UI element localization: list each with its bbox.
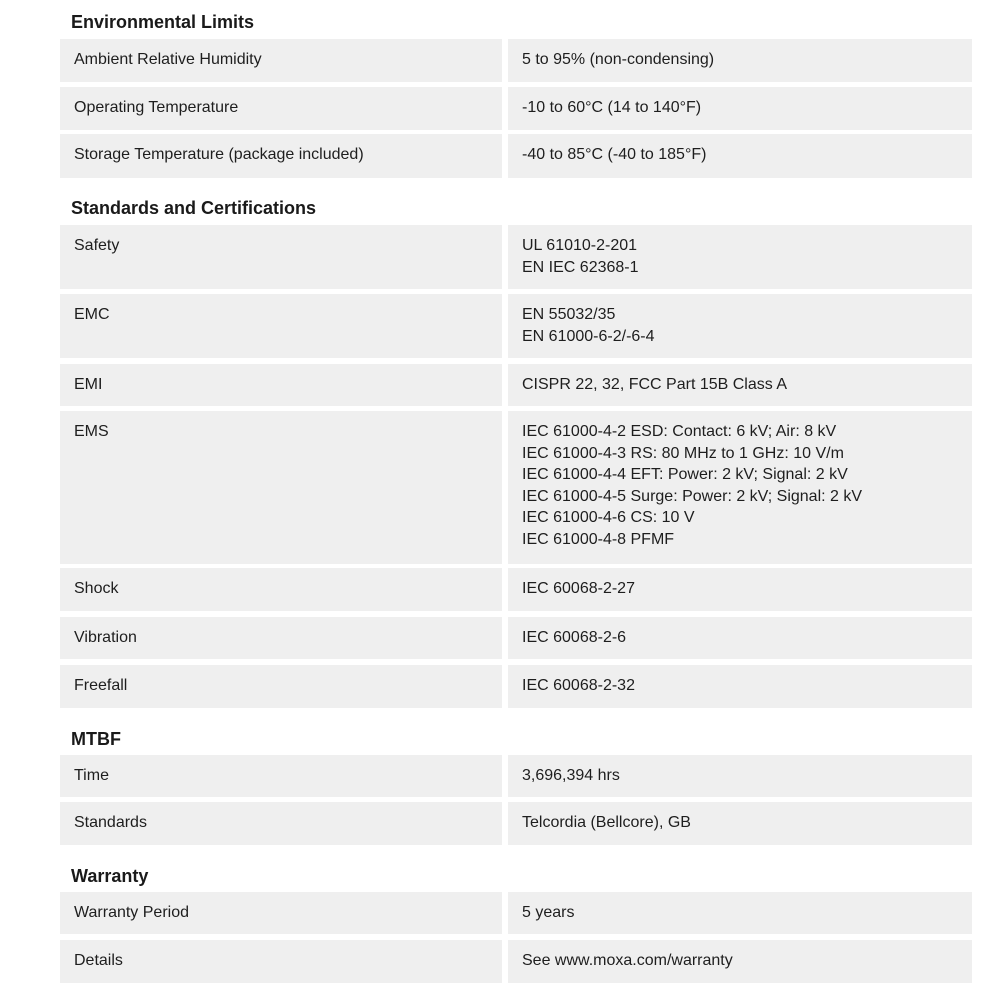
spec-value-line: EN IEC 62368-1 <box>522 258 639 276</box>
spec-label-text: Freefall <box>74 677 128 694</box>
spec-value-line: Telcordia (Bellcore), GB <box>522 814 691 831</box>
spec-value-line: EN 55032/35 <box>522 306 616 323</box>
spec-value-line: 5 to 95% (non-condensing) <box>522 51 715 68</box>
spec-label-text: Operating Temperature <box>74 99 239 116</box>
spec-value-line: EN 61000-6-2/-6-4 <box>522 327 655 345</box>
spec-value-line: -40 to 85°C (-40 to 185°F) <box>522 146 707 163</box>
spec-label-ambient-relative-humidity <box>60 39 502 82</box>
spec-label-safety <box>60 225 502 289</box>
spec-label-vibration <box>60 617 502 659</box>
spec-value-line: UL 61010-2-201 <box>522 237 638 254</box>
spec-label-emc <box>60 294 502 358</box>
spec-value-line: 5 years <box>522 904 575 921</box>
spec-label-emi <box>60 364 502 406</box>
spec-value-line: IEC 61000-4-8 PFMF <box>522 530 675 548</box>
spec-value-ambient-relative-humidity <box>508 39 972 82</box>
spec-value-warranty-period <box>508 892 972 934</box>
spec-label-freefall <box>60 665 502 708</box>
section-title-mtbf: MTBF <box>71 729 121 749</box>
spec-value-line: IEC 60068-2-32 <box>522 677 635 694</box>
spec-value-operating-temperature <box>508 87 972 130</box>
spec-label-operating-temperature <box>60 87 502 130</box>
spec-value-ems <box>508 411 972 564</box>
spec-value-freefall <box>508 665 972 708</box>
section-title-standards-and-certifications: Standards and Certifications <box>71 198 317 218</box>
spec-label-standards <box>60 802 502 845</box>
spec-value-emc <box>508 294 972 358</box>
spec-label-time <box>60 755 502 797</box>
spec-value-line: IEC 61000-4-2 ESD: Contact: 6 kV; Air: 8 kV <box>522 423 837 440</box>
spec-label-text: Details <box>74 952 123 969</box>
spec-label-text: Ambient Relative Humidity <box>74 51 262 68</box>
spec-label-text: Storage Temperature (package included) <box>74 146 364 163</box>
spec-label-text: Shock <box>74 580 119 597</box>
spec-label-ems <box>60 411 502 564</box>
spec-value-line: See www.moxa.com/warranty <box>522 952 733 969</box>
spec-value-line: IEC 60068-2-6 <box>522 629 627 646</box>
spec-value-line: IEC 61000-4-3 RS: 80 MHz to 1 GHz: 10 V/m <box>522 444 844 462</box>
spec-value-line: IEC 60068-2-27 <box>522 580 635 597</box>
spec-value-time <box>508 755 972 797</box>
spec-value-line: CISPR 22, 32, FCC Part 15B Class A <box>522 376 787 393</box>
spec-value-details <box>508 940 972 983</box>
spec-label-text: EMS <box>74 423 109 440</box>
spec-label-warranty-period <box>60 892 502 934</box>
spec-value-line: -10 to 60°C (14 to 140°F) <box>522 99 702 116</box>
spec-label-text: Standards <box>74 814 147 831</box>
section-title-environmental-limits: Environmental Limits <box>71 12 255 32</box>
spec-label-text: Time <box>74 767 109 784</box>
spec-value-line: IEC 61000-4-4 EFT: Power: 2 kV; Signal: 2 kV <box>522 466 848 484</box>
spec-value-shock <box>508 568 972 611</box>
spec-value-emi <box>508 364 972 406</box>
spec-label-storage-temperature <box>60 134 502 178</box>
spec-value-safety <box>508 225 972 289</box>
spec-value-line: 3,696,394 hrs <box>522 767 620 784</box>
spec-value-storage-temperature <box>508 134 972 178</box>
spec-label-text: Warranty Period <box>74 904 189 921</box>
section-title-warranty: Warranty <box>71 866 149 886</box>
spec-value-vibration <box>508 617 972 659</box>
spec-label-text: Vibration <box>74 629 137 646</box>
spec-value-standards <box>508 802 972 845</box>
spec-label-text: Safety <box>74 237 120 254</box>
spec-label-shock <box>60 568 502 611</box>
spec-label-text: EMC <box>74 306 110 323</box>
spec-label-text: EMI <box>74 376 103 393</box>
spec-value-line: IEC 61000-4-5 Surge: Power: 2 kV; Signal: 2 kV <box>522 487 863 505</box>
spec-label-details <box>60 940 502 983</box>
spec-value-line: IEC 61000-4-6 CS: 10 V <box>522 509 695 527</box>
